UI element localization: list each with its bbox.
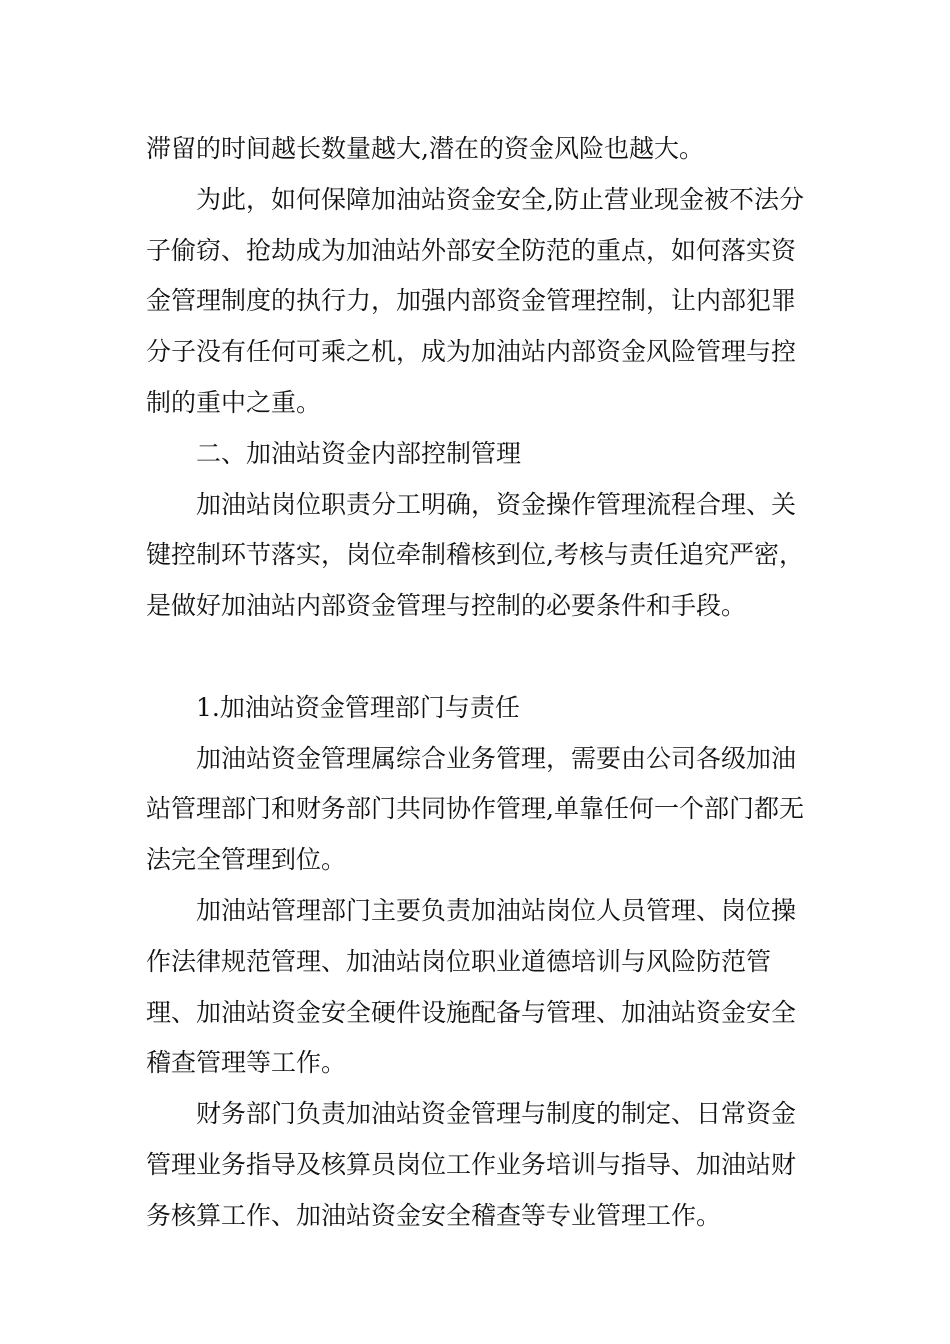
document-body xyxy=(146,124,806,1242)
paragraph-management-scope: 加油站资金管理属综合业务管理，需要由公司各级加油站管理部门和财务部门共同协作管理,单靠任何一个部门都无法完全管理到位。 xyxy=(146,743,804,875)
paragraph-control-conditions: 加油站岗位职责分工明确，资金操作管理流程合理、关键控制环节落实，岗位牵制稽核到位,考核与责任追究严密，是做好加油站内部资金管理与控制的必要条件和手段。 xyxy=(146,489,804,621)
paragraph-security-focus: 为此，如何保障加油站资金安全,防止营业现金被不法分子偷窃、抢劫成为加油站外部安全防范的重点，如何落实资金管理制度的执行力，加强内部资金管理控制，让内部犯罪分子没有任何可乘之机，成为加油站内部资金风险管理与控制的重中之重。 xyxy=(146,184,804,417)
paragraph-station-department: 加油站管理部门主要负责加油站岗位人员管理、岗位操作法律规范管理、加油站岗位职业道德培训与风险防范管理、加油站资金安全硬件设施配备与管理、加油站资金安全稽查管理等工作。 xyxy=(146,895,797,1078)
section-heading: 二、加油站资金内部控制管理 xyxy=(196,438,522,468)
paragraph-finance-department: 财务部门负责加油站资金管理与制度的制定、日常资金管理业务指导及核算员岗位工作业务培训与指导、加油站财务核算工作、加油站资金安全稽查等专业管理工作。 xyxy=(146,1099,797,1230)
subsection-heading: 1.加油站资金管理部门与责任 xyxy=(196,692,520,722)
blank-line xyxy=(146,632,806,683)
paragraph-continuation: 滞留的时间越长数量越大,潜在的资金风险也越大。 xyxy=(146,134,704,163)
